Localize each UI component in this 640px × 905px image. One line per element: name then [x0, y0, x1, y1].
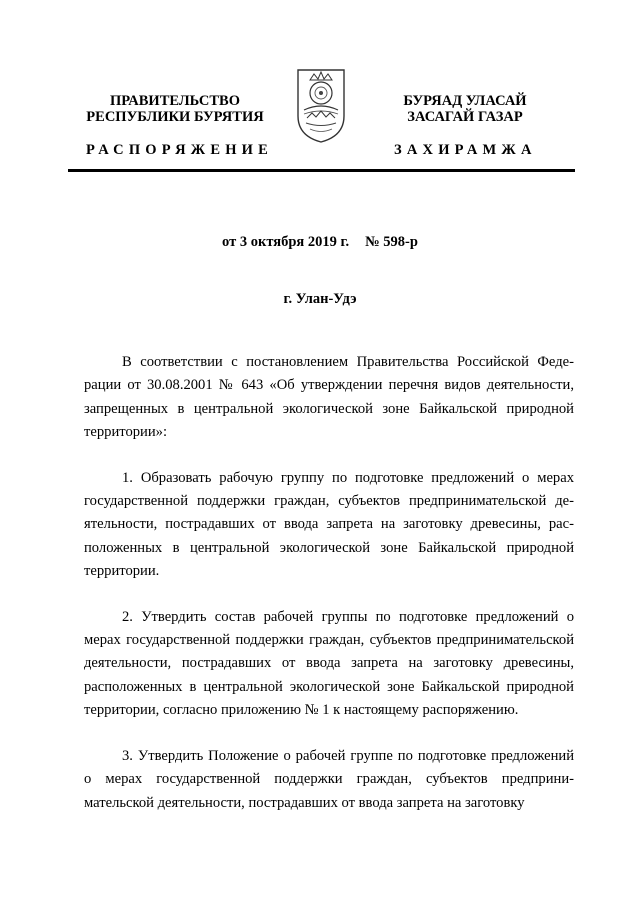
document-kind-bua: ЗАХИРАМЖА: [394, 142, 537, 158]
header-divider: [68, 169, 575, 172]
issuer-bua: [360, 93, 570, 125]
issuer-ru-line1: ПРАВИТЕЛЬСТВО: [110, 93, 240, 109]
document-kind-ru: РАСПОРЯЖЕНИЕ: [86, 142, 274, 158]
document-date-number: [0, 234, 640, 251]
coat-of-arms-icon: [296, 66, 346, 144]
issuer-ru: [70, 93, 280, 125]
document-body: [84, 351, 574, 837]
paragraph-preamble: В соответствии с постановлением Правительства Российской Федерации от 30.08.2001 № 643 «Об утверждении перечня видов деятельности, запрещенных в центральной экологической зоне Байкальской природной территории»:: [84, 354, 574, 441]
issuer-bua-line2: ЗАСАГАЙ ГАЗАР: [407, 109, 523, 125]
document-date: от 3 октября 2019 г.: [222, 234, 350, 250]
document-number: № 598-р: [365, 234, 418, 250]
issuer-bua-line1: БУРЯАД УЛАСАЙ: [403, 93, 527, 109]
document-city: г. Улан-Удэ: [283, 291, 357, 307]
paragraph-item-1: 1. Образовать рабочую группу по подготовке предложений о мерах государственной поддержки граждан, субъектов предпринимательской деятельности, пострадавших от ввода запрета на заготовку древесины, расположенных в центральной экологической зоне Байкальской природной территории.: [84, 469, 574, 580]
issuer-ru-line2: РЕСПУБЛИКИ БУРЯТИЯ: [86, 109, 264, 125]
paragraph-item-3: 3. Утвердить Положение о рабочей группе по подготовке предложений о мерах государственной поддержки граждан, субъектов предпринимательской деятельности, пострадавших от ввода запрета на заготовку: [84, 747, 574, 811]
paragraph-item-2: 2. Утвердить состав рабочей группы по подготовке предложений о мерах государственной поддержки граждан, субъектов предпринимательской деятельности, пострадавших от ввода запрета на заготовку древесины, расположенных в центральной экологической зоне Байкальской природной территории, согласно приложению № 1 к настоящему распоряжению.: [84, 608, 574, 719]
